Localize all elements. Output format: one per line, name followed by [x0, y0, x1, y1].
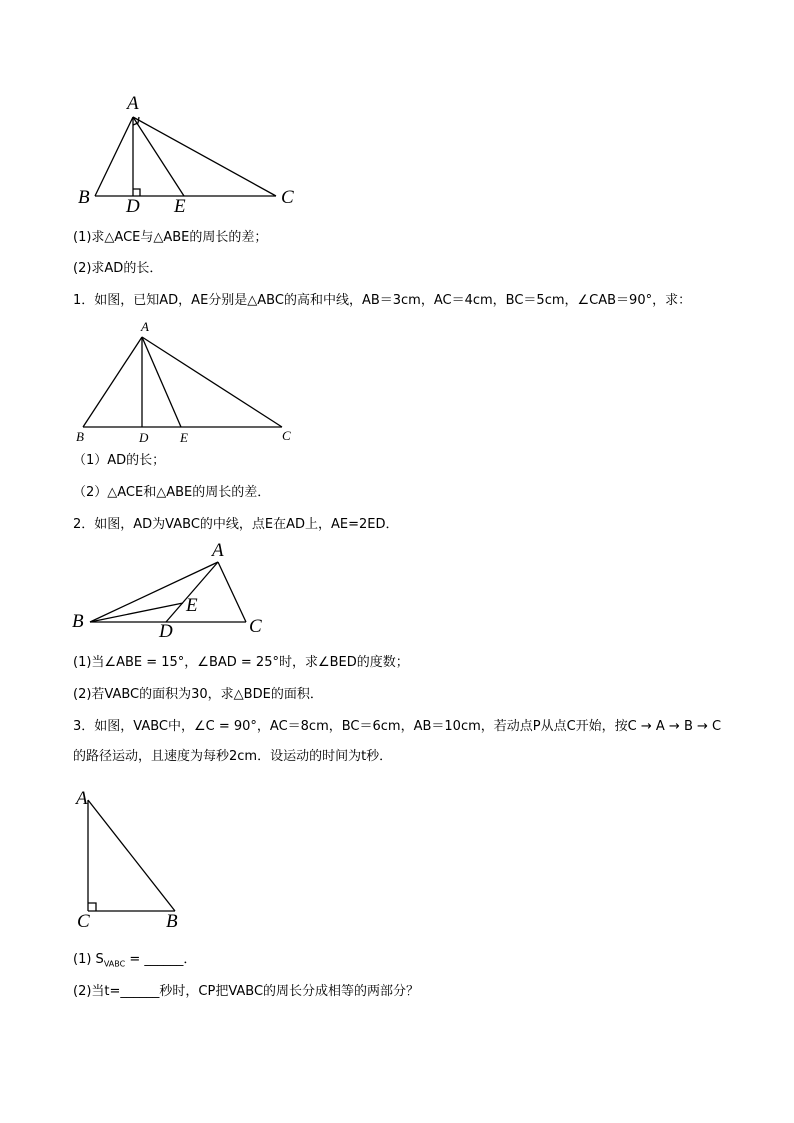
prev-question-part2: (2)求AD的长．: [73, 261, 163, 276]
q2-label-c: C: [249, 616, 262, 637]
q2-label-d: D: [159, 621, 173, 642]
question-3-sub1-blank: = ______．: [125, 952, 197, 967]
question-1-sub1: （1）AD的长；: [73, 453, 166, 468]
q1-label-d: D: [139, 430, 149, 445]
q3-label-b: B: [166, 911, 178, 932]
q2-label-e: E: [186, 595, 198, 616]
question-3-sub1-prefix: (1) S: [73, 952, 104, 967]
question-3-sub2: (2)当t=______秒时，CP把VABC的周长分成相等的两部分？: [73, 984, 420, 999]
question-3-sub1-subscript: VABC: [103, 959, 126, 969]
vertex-label-d: D: [126, 196, 140, 217]
question-3-text-line1: 3．如图，VABC中，∠C = 90°，AC＝8cm，BC＝6cm，AB＝10cm，若动点P从点C开始，按C → A → B → C: [73, 719, 722, 734]
q1-label-c: C: [282, 428, 291, 443]
q2-label-b: B: [72, 611, 84, 632]
vertex-label-e: E: [174, 196, 186, 217]
vertex-label-c: C: [281, 187, 294, 208]
question-1-text: 1．如图，已知AD，AE分别是△ABC的高和中线，AB＝3cm，AC＝4cm，BC＝5cm，∠CAB＝90°，求：: [73, 293, 692, 308]
q1-label-e: E: [180, 430, 188, 445]
q3-label-a: A: [76, 788, 88, 809]
question-3-text-line2: 的路径运动，且速度为每秒2cm．设运动的时间为t秒．: [73, 749, 393, 764]
prev-question-part1: (1)求△ACE与△ABE的周长的差；: [73, 230, 268, 245]
question-3-sub1: [73, 951, 196, 974]
vertex-label-a: A: [127, 93, 139, 114]
question-2-sub1: (1)当∠ABE = 15°，∠BAD = 25°时，求∠BED的度数；: [73, 655, 409, 670]
q1-label-a: A: [141, 319, 149, 334]
q1-label-b: B: [76, 429, 84, 444]
vertex-label-b: B: [78, 187, 90, 208]
q3-label-c: C: [77, 911, 90, 932]
question-1-sub2: （2）△ACE和△ABE的周长的差．: [73, 485, 271, 500]
question-2-text: 2．如图，AD为VABC的中线，点E在AD上，AE=2ED．: [73, 517, 399, 532]
question-2-sub2: (2)若VABC的面积为30，求△BDE的面积．: [73, 687, 323, 702]
q2-label-a: A: [212, 540, 224, 561]
